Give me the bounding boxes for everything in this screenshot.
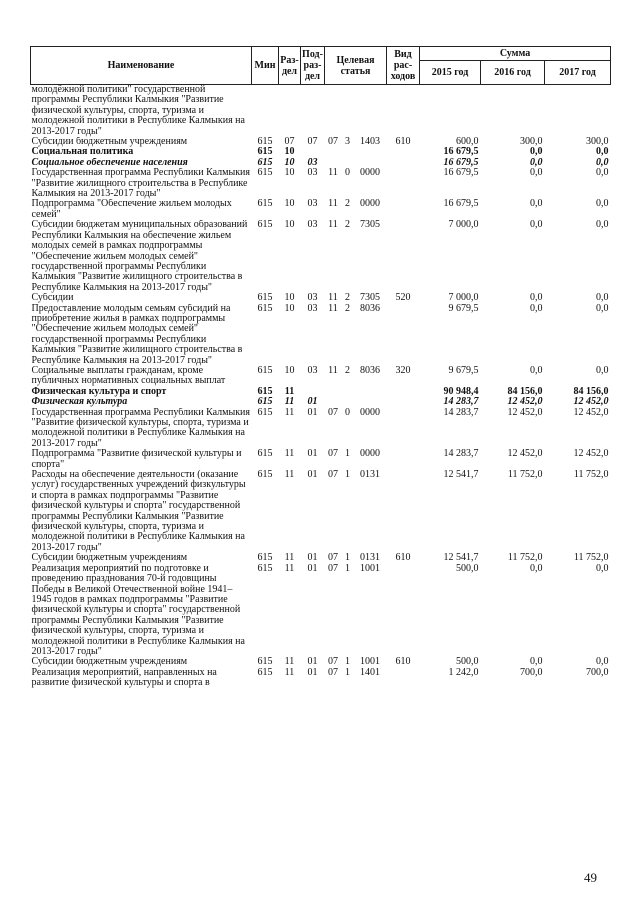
table-header [31, 47, 611, 85]
cell-min: 615 [257, 449, 273, 460]
cell-name: Физическая культура и спорт [31, 386, 167, 397]
cell-target-code [354, 147, 387, 157]
cell-podrazdel: 03 [307, 157, 318, 168]
cell-target-program: 07 [328, 553, 338, 564]
cell-sum-2016: 0,0 [530, 157, 543, 168]
cell-min: 615 [257, 168, 273, 179]
cell-name: Реализация мероприятий, направленных на развитие физической культуры и спорта в [31, 667, 217, 689]
cell-min: 615 [257, 365, 273, 376]
cell-sum-2017: 0,0 [596, 365, 609, 376]
header-vid-raskhodov: Вид рас-ходов [387, 47, 420, 85]
cell-name: Предоставление молодым семьям субсидий на приобретение жилья в рамках подпрограммы "Обеспечение жильем молодых семей" государственной программы Республики Калмыкия "Развитие жилищного строительства в Республике Калмыкия на 2013-2017 годы" [31, 303, 243, 366]
cell-sum-2015 [420, 85, 481, 138]
header-name: Наименование [31, 47, 252, 85]
table-row [31, 158, 611, 168]
cell-razdel: 10 [284, 365, 295, 376]
cell-razdel: 11 [284, 553, 295, 564]
cell-vid [387, 304, 420, 366]
cell-sum-2016 [481, 85, 545, 138]
cell-min: 615 [257, 407, 273, 418]
table-row [31, 668, 611, 689]
cell-podrazdel: 01 [307, 563, 318, 574]
cell-target-subprogram: 2 [345, 303, 350, 314]
cell-name: Подпрограмма "Развитие физической культуры и спорта" [31, 449, 242, 470]
cell-target-subprogram: 1 [345, 563, 350, 574]
cell-target-code: 0131 [360, 553, 380, 564]
cell-podrazdel [301, 387, 325, 397]
cell-target-subprogram: 2 [345, 293, 350, 304]
cell-razdel: 10 [284, 293, 295, 304]
cell-name: Социальная политика [31, 147, 134, 158]
cell-sum-2017: 0,0 [596, 220, 609, 231]
cell-sum-2017: 0,0 [596, 199, 609, 210]
table-row [31, 220, 611, 293]
cell-sum-2016: 0,0 [530, 303, 543, 314]
table-row [31, 397, 611, 407]
cell-razdel: 11 [284, 407, 295, 418]
cell-target-subprogram: 0 [345, 407, 350, 418]
cell-sum-2015: 16 679,5 [443, 199, 479, 210]
cell-target-program: 11 [328, 303, 338, 314]
budget-table-page [30, 46, 610, 689]
cell-razdel: 10 [284, 220, 295, 231]
cell-podrazdel: 03 [307, 365, 318, 376]
cell-sum-2015: 1 242,0 [448, 667, 479, 678]
budget-table [30, 46, 611, 689]
cell-sum-2016: 11 752,0 [507, 553, 543, 564]
cell-min: 615 [257, 657, 273, 668]
cell-razdel: 10 [284, 168, 295, 179]
cell-sum-2017: 12 452,0 [573, 449, 609, 460]
cell-target-code: 0000 [360, 407, 380, 418]
cell-sum-2016: 0,0 [530, 365, 543, 376]
cell-vid [387, 408, 420, 450]
cell-target-code: 7305 [360, 220, 380, 231]
cell-sum-2017: 0,0 [596, 168, 609, 179]
cell-podrazdel: 03 [307, 220, 318, 231]
cell-podrazdel: 01 [307, 553, 318, 564]
table-row [31, 387, 611, 397]
table-row [31, 199, 611, 220]
cell-vid [387, 387, 420, 397]
cell-vid [387, 220, 420, 293]
cell-min: 615 [257, 199, 273, 210]
cell-podrazdel: 03 [307, 168, 318, 179]
cell-target-code [354, 387, 387, 397]
cell-sum-2017: 84 156,0 [573, 386, 609, 397]
cell-sum-2016: 0,0 [530, 563, 543, 574]
cell-sum-2015: 90 948,4 [443, 386, 479, 397]
cell-razdel: 10 [284, 157, 295, 168]
cell-vid [387, 85, 420, 138]
cell-sum-2016: 12 452,0 [507, 407, 543, 418]
page-number: 49 [584, 870, 597, 885]
cell-target-program [325, 158, 342, 168]
cell-sum-2017: 12 452,0 [573, 397, 609, 408]
cell-razdel: 11 [284, 386, 295, 397]
cell-target-code: 1403 [360, 137, 380, 148]
cell-target-program: 11 [328, 168, 338, 179]
cell-target-subprogram: 1 [345, 657, 350, 668]
cell-sum-2017: 0,0 [596, 657, 609, 668]
cell-podrazdel: 01 [307, 667, 318, 678]
cell-target-program [325, 387, 342, 397]
cell-target-subprogram: 0 [345, 168, 350, 179]
cell-podrazdel: 03 [307, 199, 318, 210]
cell-target-code [354, 158, 387, 168]
cell-min: 615 [257, 553, 273, 564]
cell-razdel: 11 [284, 563, 295, 574]
cell-vid: 610 [395, 137, 411, 148]
cell-sum-2016: 11 752,0 [507, 470, 543, 481]
cell-target-program: 07 [328, 137, 338, 148]
cell-sum-2016: 0,0 [530, 147, 543, 158]
cell-razdel: 11 [284, 470, 295, 481]
cell-min: 615 [257, 303, 273, 314]
cell-sum-2015: 12 541,7 [443, 553, 479, 564]
cell-target-code [354, 397, 387, 407]
cell-sum-2015: 16 679,5 [443, 147, 479, 158]
cell-target-program: 07 [328, 667, 338, 678]
cell-podrazdel: 01 [307, 449, 318, 460]
cell-target-code: 1001 [360, 563, 380, 574]
cell-sum-2015: 12 541,7 [443, 470, 479, 481]
cell-target-subprogram [342, 158, 354, 168]
cell-sum-2015: 7 000,0 [448, 220, 479, 231]
cell-min: 615 [257, 147, 273, 158]
cell-target-program: 11 [328, 365, 338, 376]
cell-sum-2016: 0,0 [530, 293, 543, 304]
cell-name: молодёжной политики" государственной программы Республики Калмыкия "Развитие физической культуры, спорта, туризма и молодежной политики в Республике Калмыкия на 2013-2017 годы" [31, 84, 245, 137]
cell-sum-2016: 0,0 [530, 657, 543, 668]
cell-target-subprogram: 1 [345, 553, 350, 564]
cell-name: Государственная программа Республики Калмыкия "Развитие жилищного строительства в Республике Калмыкия на 2013-2017 годы" [31, 168, 251, 200]
cell-sum-2016: 700,0 [520, 667, 543, 678]
cell-sum-2016: 300,0 [520, 137, 543, 148]
cell-min: 615 [257, 563, 273, 574]
cell-target-subprogram: 1 [345, 470, 350, 481]
cell-sum-2015: 600,0 [456, 137, 479, 148]
table-row [31, 553, 611, 563]
cell-razdel: 10 [284, 147, 295, 158]
cell-name: Подпрограмма "Обеспечение жильем молодых семей" [31, 199, 232, 220]
cell-target-program: 07 [328, 449, 338, 460]
cell-sum-2016: 0,0 [530, 199, 543, 210]
table-row [31, 147, 611, 157]
table-row [31, 293, 611, 303]
cell-vid [387, 199, 420, 220]
cell-target-code: 1001 [360, 657, 380, 668]
cell-vid: 320 [395, 365, 411, 376]
cell-vid [387, 470, 420, 553]
cell-target-subprogram: 1 [345, 667, 350, 678]
cell-sum-2016: 0,0 [530, 220, 543, 231]
cell-min: 615 [257, 386, 273, 397]
cell-razdel: 11 [284, 397, 295, 408]
cell-name: Государственная программа Республики Калмыкия "Развитие физической культуры, спорта, туризма и молодежной политики в Республике Калмыкия на 2013-2017 годы" [31, 407, 251, 449]
cell-target-program [325, 85, 342, 138]
cell-sum-2015: 16 679,5 [443, 168, 479, 179]
cell-podrazdel: 01 [307, 397, 318, 408]
table-body [31, 85, 611, 689]
cell-min: 615 [257, 397, 273, 408]
cell-razdel: 11 [284, 449, 295, 460]
cell-sum-2016: 12 452,0 [507, 449, 543, 460]
header-sum: Сумма [420, 47, 611, 61]
cell-razdel: 07 [284, 137, 295, 148]
header-razdel: Раз-дел [279, 47, 301, 85]
cell-target-program: 07 [328, 657, 338, 668]
table-row [31, 168, 611, 199]
cell-target-code: 1401 [360, 667, 380, 678]
cell-vid [387, 397, 420, 407]
cell-name: Социальные выплаты гражданам, кроме публичных нормативных социальных выплат [31, 365, 226, 387]
cell-sum-2017: 0,0 [596, 563, 609, 574]
cell-sum-2016: 12 452,0 [507, 397, 543, 408]
cell-vid [387, 449, 420, 470]
cell-sum-2015: 14 283,7 [443, 397, 479, 408]
cell-sum-2017: 0,0 [596, 157, 609, 168]
cell-sum-2015: 14 283,7 [443, 449, 479, 460]
cell-razdel: 11 [284, 657, 295, 668]
cell-vid [387, 158, 420, 168]
cell-sum-2015: 500,0 [456, 657, 479, 668]
cell-vid: 610 [395, 553, 411, 564]
cell-podrazdel [301, 147, 325, 157]
cell-target-subprogram: 2 [345, 365, 350, 376]
cell-min: 615 [257, 293, 273, 304]
cell-target-subprogram [342, 85, 354, 138]
cell-name: Субсидии бюджетам муниципальных образований Республики Калмыкия на обеспечение жильем молодых семей в рамках подпрограммы "Обеспечение жильем молодых семей" государственной программы Республики Калмыкия "Развитие жилищного строительства в Республике Калмыкия на 2013-2017 годы" [31, 220, 248, 293]
cell-sum-2015: 14 283,7 [443, 407, 479, 418]
cell-target-subprogram: 2 [345, 220, 350, 231]
header-podrazdel: Под-раз-дел [301, 47, 325, 85]
cell-target-program: 11 [328, 293, 338, 304]
table-row [31, 657, 611, 667]
cell-name: Субсидии бюджетным учреждениям [31, 553, 188, 564]
table-row [31, 304, 611, 366]
cell-sum-2017: 12 452,0 [573, 407, 609, 418]
cell-sum-2015: 9 679,5 [448, 303, 479, 314]
cell-name: Расходы на обеспечение деятельности (оказание услуг) государственных учреждений физкультуры и спорта в рамках подпрограммы "Развитие физической культуры и спорта" государственной программы Республики Калмыкия "Развитие физической культуры, спорта, туризма и молодежной политики в Республике Калмыкия на 2013-2017 годы" [31, 470, 246, 553]
cell-name: Субсидии бюджетным учреждениям [31, 137, 188, 148]
cell-target-subprogram: 2 [345, 199, 350, 210]
cell-vid: 610 [395, 657, 411, 668]
cell-target-program: 11 [328, 220, 338, 231]
cell-target-program [325, 397, 342, 407]
cell-sum-2017: 11 752,0 [573, 553, 609, 564]
cell-target-code: 8036 [360, 303, 380, 314]
cell-sum-2015: 500,0 [456, 563, 479, 574]
cell-sum-2017: 0,0 [596, 303, 609, 314]
cell-target-code: 8036 [360, 365, 380, 376]
table-row [31, 470, 611, 553]
cell-min: 615 [257, 470, 273, 481]
header-2016: 2016 год [481, 61, 545, 85]
cell-target-code: 0000 [360, 168, 380, 179]
cell-name: Субсидии бюджетным учреждениям [31, 657, 188, 668]
cell-podrazdel: 01 [307, 470, 318, 481]
cell-min [252, 85, 279, 138]
table-row [31, 85, 611, 138]
cell-min: 615 [257, 137, 273, 148]
cell-vid [387, 668, 420, 689]
cell-target-code: 0000 [360, 199, 380, 210]
cell-target-subprogram [342, 397, 354, 407]
cell-target-code: 7305 [360, 293, 380, 304]
cell-podrazdel: 01 [307, 657, 318, 668]
header-2017: 2017 год [545, 61, 611, 85]
cell-sum-2015: 7 000,0 [448, 293, 479, 304]
header-min: Мин [252, 47, 279, 85]
cell-sum-2016: 0,0 [530, 168, 543, 179]
cell-razdel [279, 85, 301, 138]
cell-target-program: 07 [328, 563, 338, 574]
cell-name: Субсидии [31, 293, 74, 304]
cell-min: 615 [257, 667, 273, 678]
cell-name: Реализация мероприятий по подготовке и проведению празднования 70-й годовщины Победы в Великой Отечественной войне 1941–1945 годов в рамках подпрограммы "Развитие физической культуры и спорта" государственной программы Республики Калмыкия "Развитие физической культуры, спорта, туризма и молодежной политики в Республике Калмыкия на 2013-2017 годы" [31, 563, 245, 657]
cell-razdel: 10 [284, 199, 295, 210]
cell-target-subprogram [342, 387, 354, 397]
cell-podrazdel: 03 [307, 293, 318, 304]
cell-vid [387, 147, 420, 157]
cell-target-subprogram [342, 147, 354, 157]
cell-sum-2017: 11 752,0 [573, 470, 609, 481]
cell-target-code [354, 85, 387, 138]
cell-sum-2017: 300,0 [586, 137, 609, 148]
cell-sum-2017: 0,0 [596, 147, 609, 158]
cell-min: 615 [257, 157, 273, 168]
cell-target-program [325, 147, 342, 157]
cell-sum-2017: 0,0 [596, 293, 609, 304]
cell-podrazdel: 01 [307, 407, 318, 418]
cell-target-subprogram: 3 [345, 137, 350, 148]
cell-vid: 520 [395, 293, 411, 304]
cell-sum-2015: 9 679,5 [448, 365, 479, 376]
cell-target-program: 11 [328, 199, 338, 210]
cell-sum-2015: 16 679,5 [443, 157, 479, 168]
cell-target-code: 0000 [360, 449, 380, 460]
cell-podrazdel: 07 [307, 137, 318, 148]
table-row [31, 408, 611, 450]
cell-name: Социальное обеспечение населения [31, 157, 188, 168]
cell-vid [387, 168, 420, 199]
cell-sum-2017: 700,0 [586, 667, 609, 678]
cell-target-code: 0131 [360, 470, 380, 481]
cell-razdel: 11 [284, 667, 295, 678]
cell-min: 615 [257, 220, 273, 231]
cell-sum-2016: 84 156,0 [507, 386, 543, 397]
table-row [31, 564, 611, 658]
cell-target-subprogram: 1 [345, 449, 350, 460]
cell-vid [387, 564, 420, 658]
cell-target-program: 07 [328, 470, 338, 481]
cell-podrazdel [301, 85, 325, 138]
cell-podrazdel: 03 [307, 303, 318, 314]
cell-target-program: 07 [328, 407, 338, 418]
table-row [31, 449, 611, 470]
header-target-article: Целевая статья [325, 47, 387, 85]
header-2015: 2015 год [420, 61, 481, 85]
cell-razdel: 10 [284, 303, 295, 314]
table-row [31, 366, 611, 387]
table-row [31, 137, 611, 147]
cell-sum-2017 [545, 85, 611, 138]
cell-name: Физическая культура [31, 397, 128, 408]
